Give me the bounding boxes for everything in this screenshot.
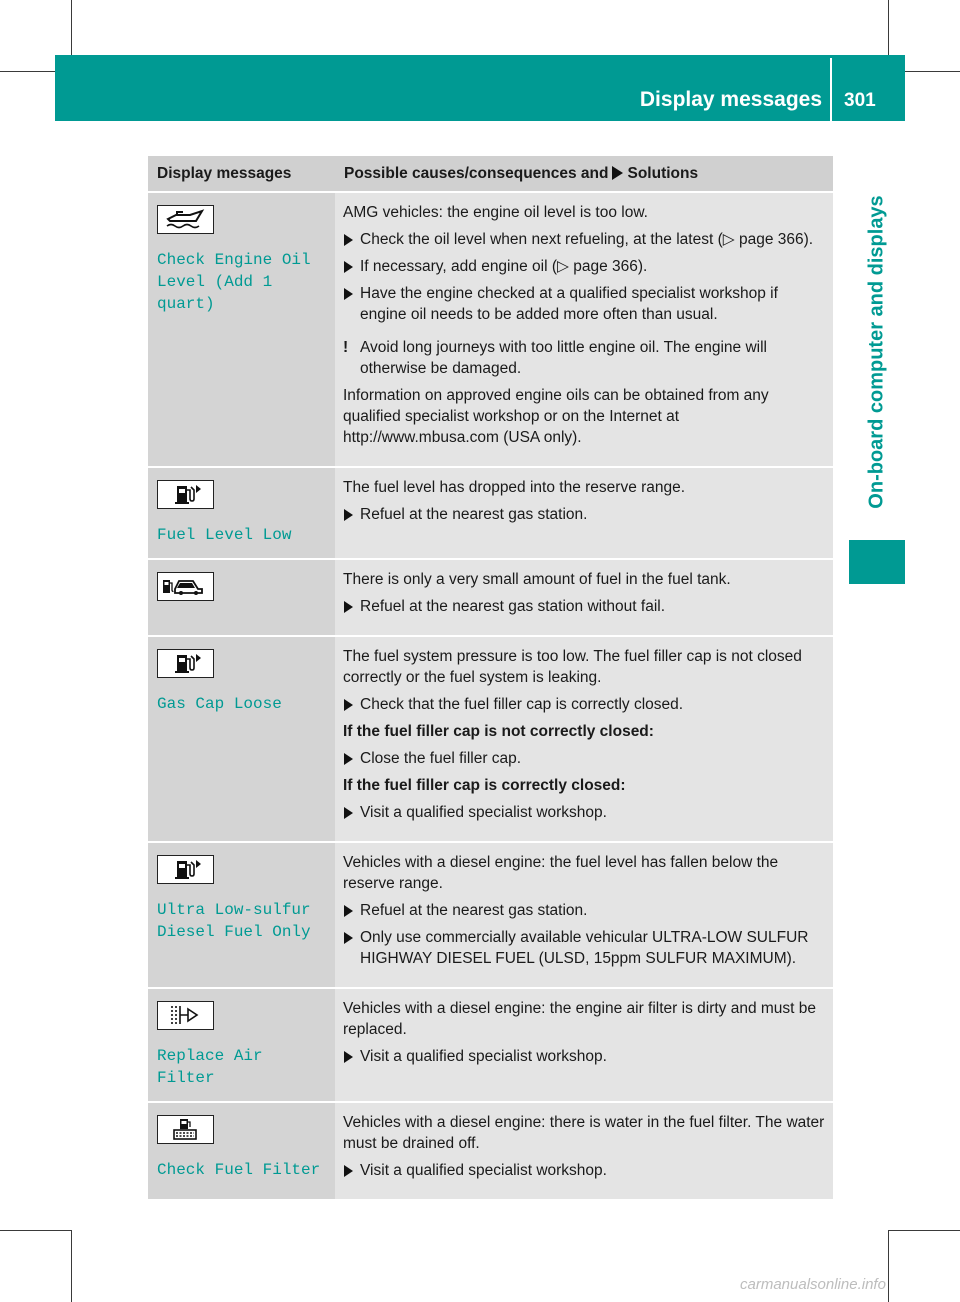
crop-mark [888, 1230, 889, 1302]
table-row [148, 193, 833, 466]
display-message-text: Gas Cap Loose [157, 695, 282, 713]
table-row [148, 843, 833, 987]
page-number: 301 [844, 90, 876, 111]
warning-text: Avoid long journeys with too little engine oil. The engine will otherwise be damaged. [360, 339, 767, 377]
solution-cell [335, 989, 833, 1101]
cause-text: Vehicles with a diesel engine: the fuel level has fallen below the reserve range. [343, 854, 779, 892]
message-cell [148, 989, 335, 1101]
section-tab-label: On-board computer and displays [865, 195, 888, 509]
step-item: Visit a qualified specialist workshop. [343, 1160, 827, 1181]
step-item: If necessary, add engine oil (▷ page 366). [343, 256, 827, 277]
table-header-row [148, 156, 833, 191]
step-item: Visit a qualified specialist workshop. [343, 1046, 827, 1067]
display-message-text: Fuel Level Low [157, 526, 292, 544]
fuel-pump-icon [157, 480, 214, 509]
cause-text: The fuel level has dropped into the reserve range. [343, 479, 686, 496]
step-item: Visit a qualified specialist workshop. [343, 802, 827, 823]
fuel-pump-icon [157, 855, 214, 884]
fuel-pump-icon [157, 649, 214, 678]
fuel-filter-water-icon [157, 1115, 214, 1144]
section-tab-marker [849, 540, 905, 584]
page-title: Display messages [639, 88, 822, 111]
display-message-text: Check Engine Oil Level (Add 1 quart) [157, 251, 311, 313]
header-solutions-text: Solutions [627, 165, 699, 182]
air-filter-icon [157, 1001, 214, 1030]
watermark: carmanualsonline.info [740, 1276, 886, 1293]
cause-text: Vehicles with a diesel engine: the engine air filter is dirty and must be replaced. [343, 1000, 817, 1038]
table-row [148, 560, 833, 635]
cause-text: AMG vehicles: the engine oil level is too low. [343, 204, 648, 221]
oil-can-icon [157, 205, 214, 234]
crop-mark [888, 1230, 960, 1231]
message-cell [148, 843, 335, 987]
step-item: Check the oil level when next refueling, at the latest (▷ page 366). [343, 229, 827, 250]
step-item: Only use commercially available vehicular ULTRA-LOW SULFUR HIGHWAY DIESEL FUEL (ULSD, 15ppm SULFUR MAXIMUM). [343, 927, 827, 969]
table-row [148, 989, 833, 1101]
solution-cell [335, 637, 833, 841]
warning-icon: ! [343, 339, 349, 356]
crop-mark [0, 1230, 72, 1231]
cause-text: The fuel system pressure is too low. The fuel filler cap is not closed correctly or the fuel system is leaking. [343, 648, 802, 686]
condition-heading: If the fuel filler cap is correctly closed: [343, 777, 626, 794]
message-cell [148, 193, 335, 466]
step-item: Have the engine checked at a qualified specialist workshop if engine oil needs to be added more often than usual. [343, 283, 827, 325]
solution-cell [335, 843, 833, 987]
message-cell [148, 468, 335, 558]
step-item: Refuel at the nearest gas station. [343, 900, 827, 921]
step-item: Check that the fuel filler cap is correctly closed. [343, 694, 827, 715]
condition-heading: If the fuel filler cap is not correctly closed: [343, 723, 654, 740]
solution-cell [335, 1103, 833, 1199]
display-message-text: Check Fuel Filter [157, 1161, 321, 1179]
warning-note [343, 337, 827, 379]
column-header-messages: Display messages [148, 156, 335, 191]
display-messages-table [148, 154, 833, 1201]
table-row [148, 1103, 833, 1199]
step-item: Refuel at the nearest gas station. [343, 504, 827, 525]
crop-mark [71, 1230, 72, 1302]
step-item: Refuel at the nearest gas station without fail. [343, 596, 827, 617]
fuel-car-icon [157, 572, 214, 601]
solution-cell [335, 193, 833, 466]
column-header-causes [335, 156, 833, 191]
message-cell [148, 637, 335, 841]
solution-cell [335, 468, 833, 558]
solution-cell [335, 560, 833, 635]
message-cell [148, 1103, 335, 1199]
cause-text: There is only a very small amount of fuel in the fuel tank. [343, 571, 731, 588]
info-text: Information on approved engine oils can be obtained from any qualified specialist workshop or on the Internet at http://www.mbusa.com (USA only). [343, 387, 769, 446]
table-row [148, 468, 833, 558]
display-message-text: Ultra Low-sulfur Diesel Fuel Only [157, 901, 311, 941]
table-row [148, 637, 833, 841]
display-message-text: Replace Air Filter [157, 1047, 263, 1087]
cause-text: Vehicles with a diesel engine: there is water in the fuel filter. The water must be drained off. [343, 1114, 825, 1152]
arrow-icon [612, 166, 623, 180]
header-causes-text: Possible causes/consequences and [344, 165, 609, 182]
step-item: Close the fuel filler cap. [343, 748, 827, 769]
header-divider [830, 58, 832, 121]
message-cell [148, 560, 335, 635]
